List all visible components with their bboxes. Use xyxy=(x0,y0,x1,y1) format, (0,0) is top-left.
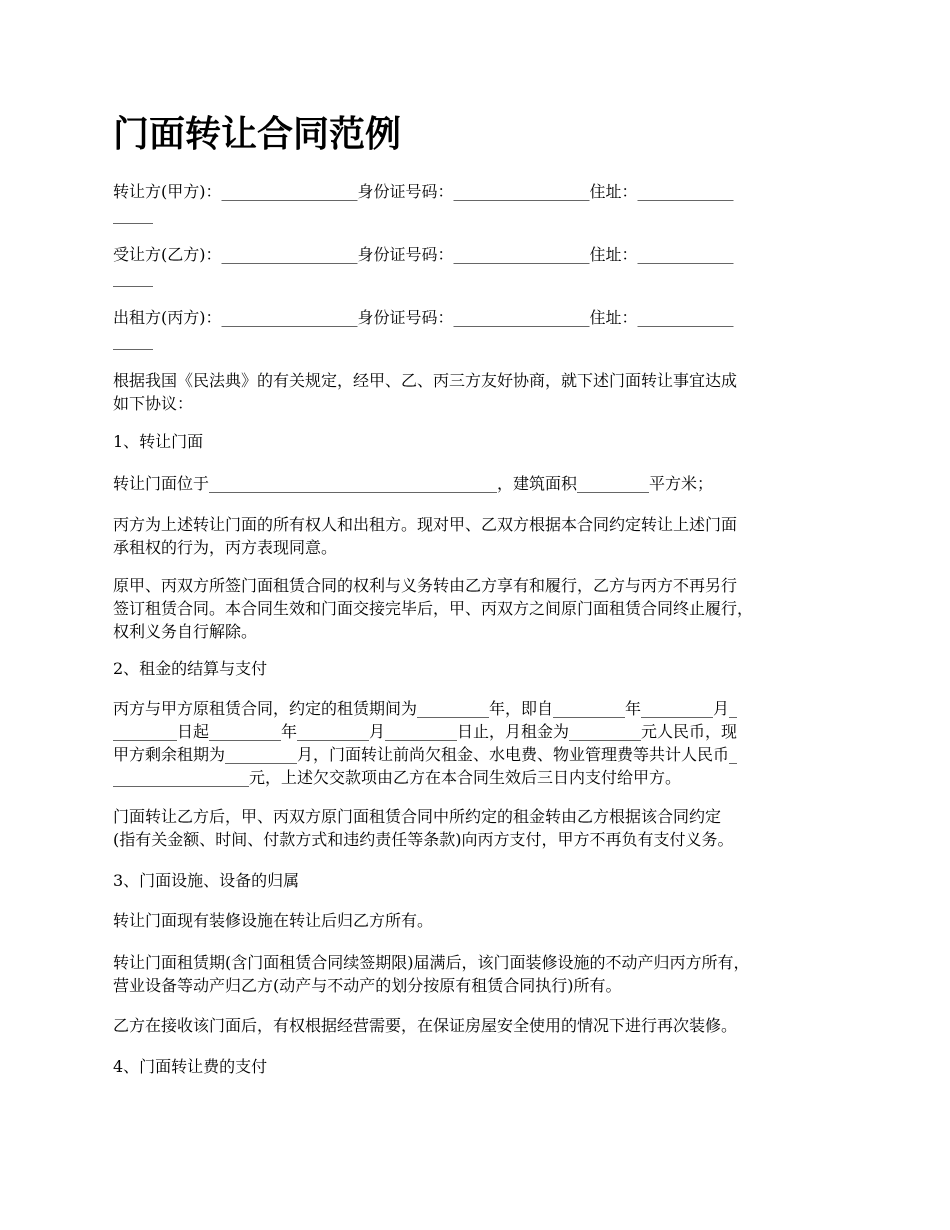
section-3-paragraph-decoration: 转让门面现有装修设施在转让后归乙方所有。 xyxy=(113,911,434,930)
section-2-heading: 2、租金的结算与支付 xyxy=(113,659,268,678)
transferee-party-line: 受让方(乙方)：_________________身份证号码：_________________住址：____________ _____ xyxy=(113,245,734,287)
section-1-paragraph-rights: 原甲、丙双方所签门面租赁合同的权利与义务转由乙方享有和履行，乙方与丙方不再另行 签订租赁合同。本合同生效和门面交接完毕后，甲、丙双方之间原门面租赁合同终止履行， 权利义务自行解除。 xyxy=(113,576,754,641)
section-3-paragraph-ownership: 转让门面租赁期(含门面租赁合同续签期限)届满后，该门面装修设施的不动产归丙方所有， 营业设备等动产归乙方(动产与不动产的划分按原有租赁合同执行)所有。 xyxy=(113,953,750,995)
section-3-heading: 3、门面设施、设备的归属 xyxy=(113,871,300,890)
section-1-paragraph-consent: 丙方为上述转让门面的所有权人和出租方。现对甲、乙双方根据本合同约定转让上述门面 承租权的行为，丙方表现同意。 xyxy=(113,515,738,557)
shop-location-line: 转让门面位于____________________________________，建筑面积_________平方米； xyxy=(113,474,714,493)
lessor-party-line: 出租方(丙方)：_________________身份证号码：_________________住址：____________ _____ xyxy=(113,308,734,350)
section-1-heading: 1、转让门面 xyxy=(113,432,204,451)
section-3-paragraph-renovation: 乙方在接收该门面后，有权根据经营需要，在保证房屋安全使用的情况下进行再次装修。 xyxy=(113,1016,738,1035)
section-2-paragraph-lease-term: 丙方与甲方原租赁合同，约定的租赁期间为_________年，即自_________年_________月_ ________日起_________年_________月_________日止，月租金为_________元人民币，现 甲方剩余租期为_________月，门面转让前尚欠租金、水电费、物业管理费等共计人民币_ _________________元，上述欠交款项由乙方在本合同生效后三日内支付给甲方。 xyxy=(113,699,738,787)
transferor-party-line: 转让方(甲方)：_________________身份证号码：_________________住址：____________ _____ xyxy=(113,182,734,224)
preamble-paragraph: 根据我国《民法典》的有关规定，经甲、乙、丙三方友好协商，就下述门面转让事宜达成 如下协议： xyxy=(113,371,738,413)
section-2-paragraph-rent-payment: 门面转让乙方后，甲、丙双方原门面租赁合同中所约定的租金转由乙方根据该合同约定 (指有关金额、时间、付款方式和违约责任等条款)向丙方支付，甲方不再负有支付义务。 xyxy=(113,807,734,849)
document-title: 门面转让合同范例 xyxy=(113,114,402,155)
section-4-heading: 4、门面转让费的支付 xyxy=(113,1057,268,1076)
